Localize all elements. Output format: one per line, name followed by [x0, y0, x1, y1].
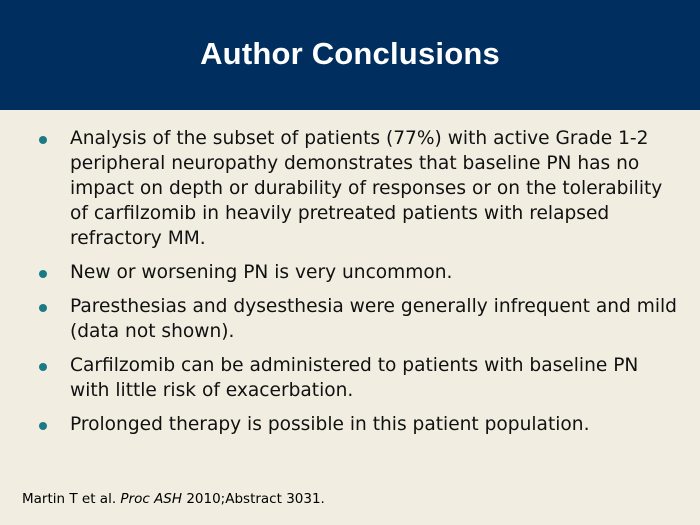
bullet-text: Paresthesias and dysesthesia were generally infrequent and mild (data not shown).: [70, 296, 677, 342]
bullet-dot-icon: [39, 270, 47, 278]
bullet-text: New or worsening PN is very uncommon.: [70, 262, 453, 283]
bullet-item: [38, 126, 678, 251]
bullet-dot-icon: [39, 422, 47, 430]
bullet-item: [38, 260, 678, 285]
bullet-item: [38, 412, 678, 437]
bullet-dot-icon: [39, 136, 47, 144]
citation-details: 2010;Abstract 3031.: [182, 491, 325, 507]
bullet-text: Carfilzomib can be administered to patients with baseline PN with little risk of exacerbation.: [70, 355, 639, 401]
bullet-list: [38, 126, 678, 446]
bullet-text: Prolonged therapy is possible in this patient population.: [70, 414, 590, 435]
citation-journal: Proc ASH: [120, 491, 183, 507]
citation-authors: Martin T et al.: [22, 491, 121, 507]
title-bar: [0, 0, 700, 110]
bullet-dot-icon: [39, 304, 47, 312]
bullet-dot-icon: [39, 363, 47, 371]
bullet-item: [38, 353, 678, 403]
slide-title: Author Conclusions: [200, 36, 500, 71]
citation: [22, 491, 325, 507]
bullet-item: [38, 294, 678, 344]
bullet-text: Analysis of the subset of patients (77%) with active Grade 1-2 peripheral neuropathy demonstrates that baseline PN has no impact on depth or durability of responses or on the tolerability of carfilzomib in heavily pretreated patients with relapsed refractory MM.: [70, 128, 663, 249]
